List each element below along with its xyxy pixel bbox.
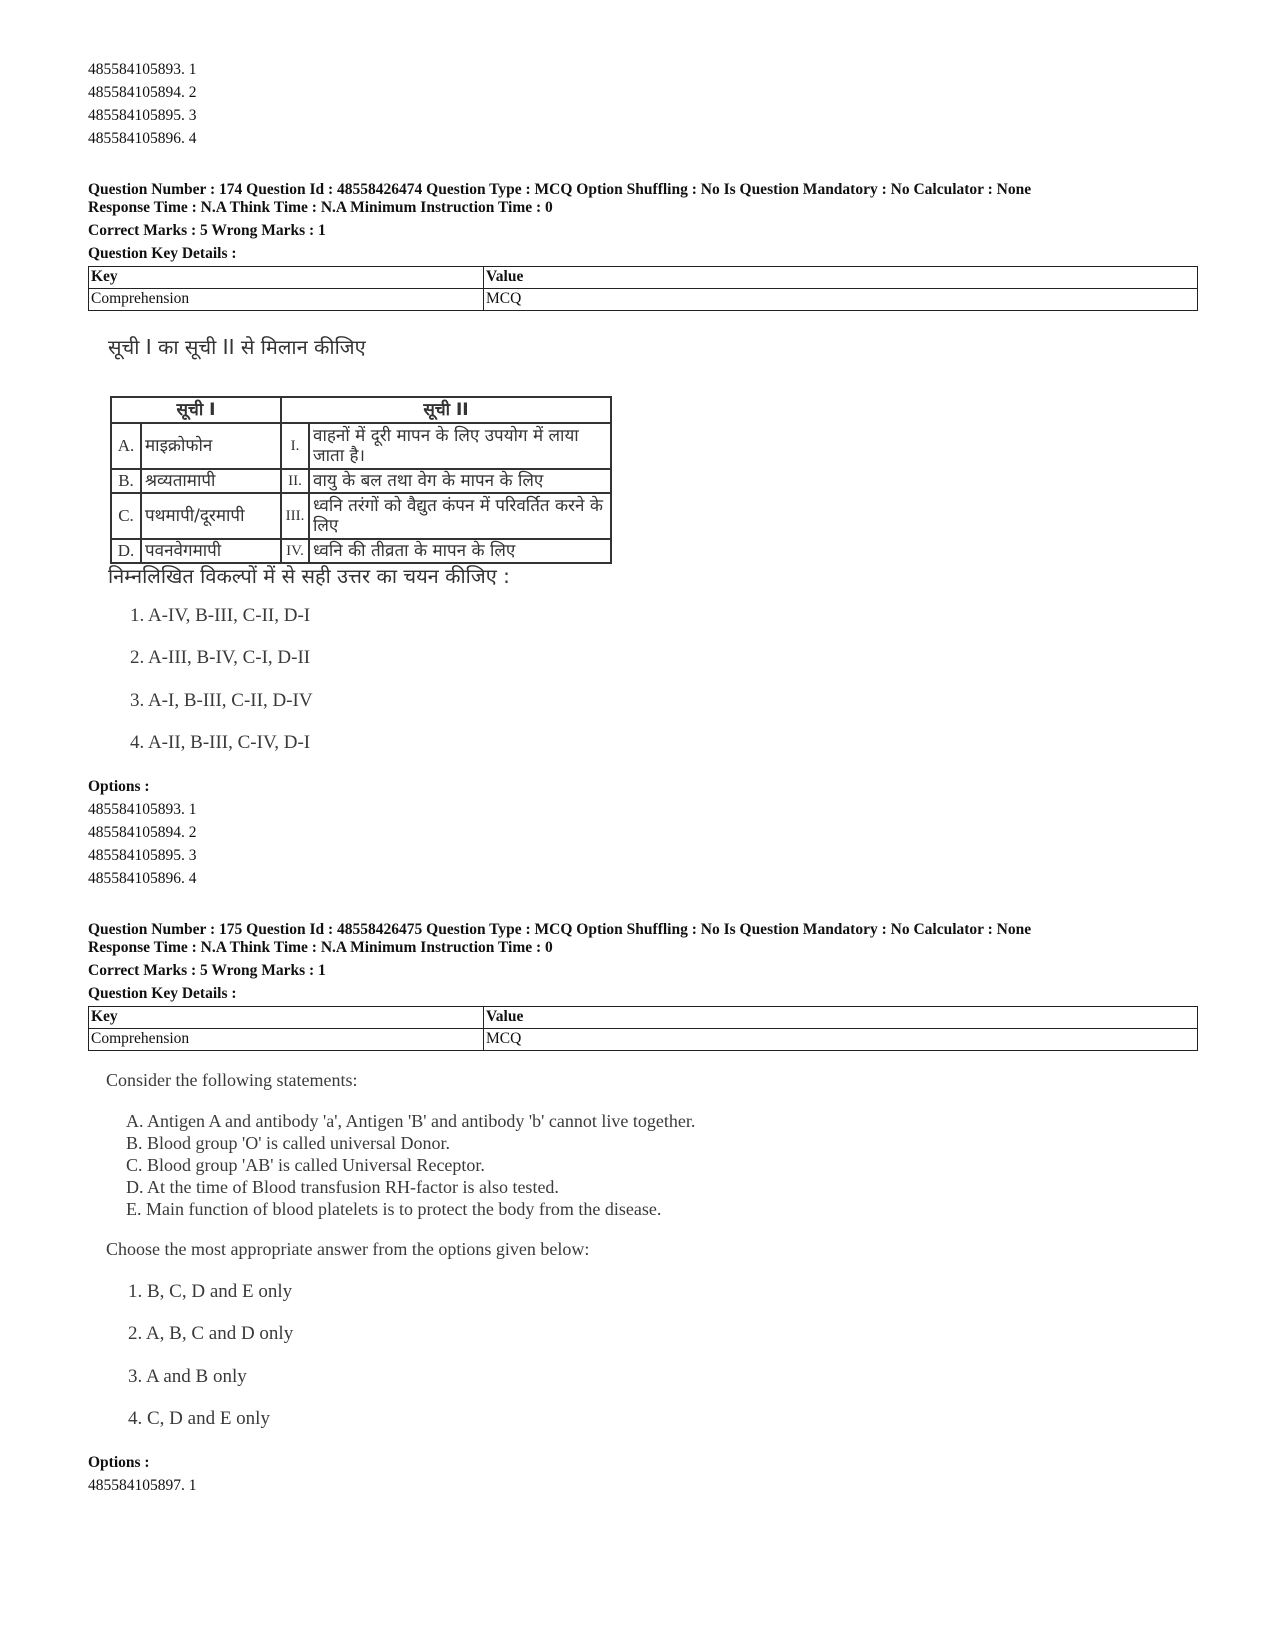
answer-choice: 4. A-II, B-III, C-IV, D-I <box>130 732 311 753</box>
answer-choice: 3. A-I, B-III, C-II, D-IV <box>130 690 313 711</box>
answer-choice: 2. A, B, C and D only <box>128 1323 294 1344</box>
list2-item: ध्वनि की तीव्रता के मापन के लिए <box>309 539 611 563</box>
list1-item: पवनवेगमापी <box>141 539 281 563</box>
list2-item: वायु के बल तथा वेग के मापन के लिए <box>309 469 611 493</box>
key-header: Key <box>89 1007 484 1029</box>
key-cell: Comprehension <box>89 1029 484 1051</box>
row-roman: II. <box>281 469 309 493</box>
statement: D. At the time of Blood transfusion RH-factor is also tested. <box>126 1177 559 1197</box>
list2-header: सूची II <box>281 397 611 423</box>
value-cell: MCQ <box>484 1029 1198 1051</box>
answer-choice: 4. C, D and E only <box>128 1408 270 1429</box>
question-marks: Correct Marks : 5 Wrong Marks : 1 <box>88 962 326 979</box>
answer-choice: 2. A-III, B-IV, C-I, D-II <box>130 647 311 668</box>
choose-instruction: Choose the most appropriate answer from the options given below: <box>106 1239 590 1259</box>
list2-item: वाहनों में दूरी मापन के लिए उपयोग में लाया जाता है। <box>309 423 611 469</box>
row-letter: B. <box>111 469 141 493</box>
option-id: 485584105896. 4 <box>88 130 197 147</box>
answer-choice: 3. A and B only <box>128 1366 247 1387</box>
statement: A. Antigen A and antibody 'a', Antigen 'B' and antibody 'b' cannot live together. <box>126 1111 696 1131</box>
row-roman: I. <box>281 423 309 469</box>
question-prompt: Consider the following statements: <box>106 1070 358 1090</box>
options-label: Options : <box>88 778 150 795</box>
value-header: Value <box>484 1007 1198 1029</box>
answer-choice: 1. B, C, D and E only <box>128 1281 293 1302</box>
option-id: 485584105894. 2 <box>88 824 197 841</box>
table-row <box>111 493 611 539</box>
table-row <box>111 469 611 493</box>
row-letter: D. <box>111 539 141 563</box>
row-roman: IV. <box>281 539 309 563</box>
list2-item: ध्वनि तरंगों को वैद्युत कंपन में परिवर्तित करने के लिए <box>309 493 611 539</box>
row-letter: A. <box>111 423 141 469</box>
key-details-table <box>88 1006 1198 1051</box>
key-details-label: Question Key Details : <box>88 985 237 1002</box>
option-id: 485584105895. 3 <box>88 847 197 864</box>
question-header-timing: Response Time : N.A Think Time : N.A Minimum Instruction Time : 0 <box>88 939 553 956</box>
list1-item: माइक्रोफोन <box>141 423 281 469</box>
question-header-timing: Response Time : N.A Think Time : N.A Minimum Instruction Time : 0 <box>88 199 553 216</box>
question-marks: Correct Marks : 5 Wrong Marks : 1 <box>88 222 326 239</box>
row-letter: C. <box>111 493 141 539</box>
list1-item: पथमापी/दूरमापी <box>141 493 281 539</box>
value-cell: MCQ <box>484 289 1198 311</box>
option-id: 485584105896. 4 <box>88 870 197 887</box>
question-header: Question Number : 175 Question Id : 48558426475 Question Type : MCQ Option Shuffling : No Is Question Mandatory : No Calculator : None <box>88 921 1032 938</box>
option-id: 485584105895. 3 <box>88 107 197 124</box>
value-header: Value <box>484 267 1198 289</box>
table-row <box>111 539 611 563</box>
match-table <box>110 396 612 564</box>
key-header: Key <box>89 267 484 289</box>
key-details-label: Question Key Details : <box>88 245 237 262</box>
answer-choice: 1. A-IV, B-III, C-II, D-I <box>130 605 311 626</box>
question-header: Question Number : 174 Question Id : 48558426474 Question Type : MCQ Option Shuffling : No Is Question Mandatory : No Calculator : None <box>88 181 1032 198</box>
table-row <box>111 423 611 469</box>
option-id: 485584105894. 2 <box>88 84 197 101</box>
option-id: 485584105893. 1 <box>88 61 197 78</box>
option-id: 485584105893. 1 <box>88 801 197 818</box>
list1-item: श्रव्यतामापी <box>141 469 281 493</box>
statement: C. Blood group 'AB' is called Universal Receptor. <box>126 1155 485 1175</box>
statement: E. Main function of blood platelets is to protect the body from the disease. <box>126 1199 662 1219</box>
key-cell: Comprehension <box>89 289 484 311</box>
option-id: 485584105897. 1 <box>88 1477 197 1494</box>
row-roman: III. <box>281 493 309 539</box>
options-label: Options : <box>88 1454 150 1471</box>
key-details-table <box>88 266 1198 311</box>
choose-instruction: निम्नलिखित विकल्पों में से सही उत्तर का चयन कीजिए : <box>108 564 510 588</box>
list1-header: सूची I <box>111 397 281 423</box>
statement: B. Blood group 'O' is called universal Donor. <box>126 1133 450 1153</box>
question-prompt: सूची I का सूची II से मिलान कीजिए <box>108 335 366 359</box>
